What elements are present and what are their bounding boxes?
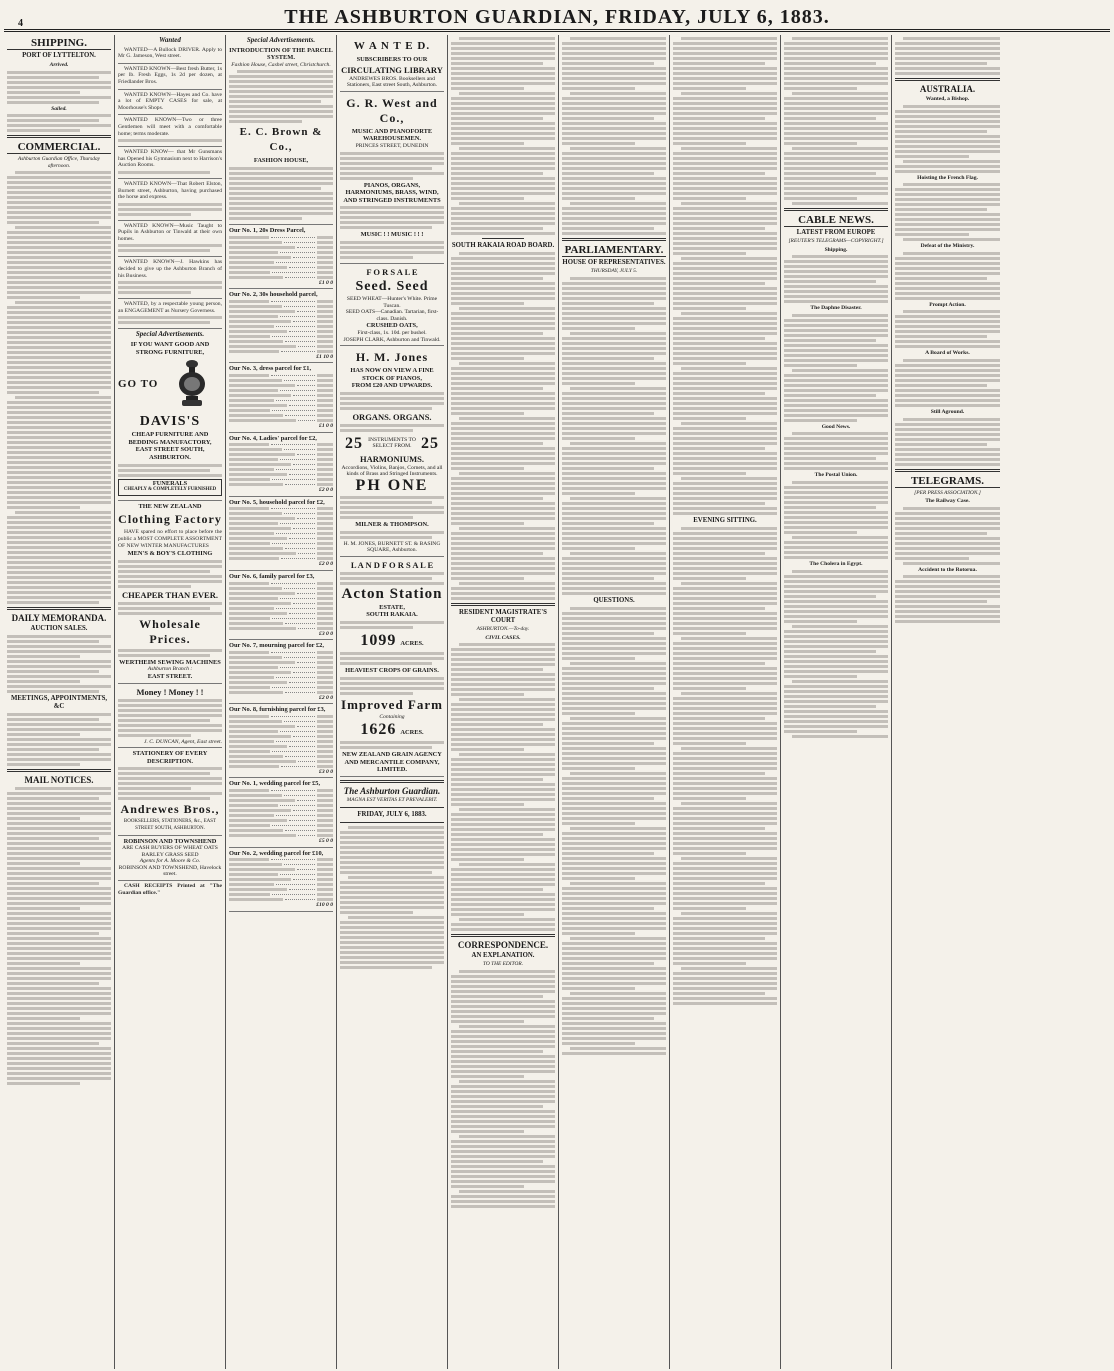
parcel-ad (229, 848, 333, 912)
good-news-heading: Good News. (821, 423, 851, 430)
col7-text-1 (673, 37, 777, 515)
wanted-ad: WANTED KNOW— that Mr Gunsmans has Opened his Gymnasium next to Harrison's Auction Rooms. (118, 147, 222, 179)
wanted-ad: WANTED KNOWN—Hayes and Co. have a lot of EMPTY CASES for sale, at Moorhouse's Shops. (118, 90, 222, 116)
andrewes-title: Andrewes Bros., (120, 802, 220, 817)
aus-text-6 (895, 418, 1000, 466)
press-heading: [PER PRESS ASSOCIATION.] (914, 489, 981, 496)
parcel-total: £3 0 0 (319, 768, 333, 775)
reuter-heading: [REUTER'S TELEGRAMS—COPYRIGHT.] (788, 238, 884, 244)
column-7 (670, 35, 781, 1369)
sailed-text (7, 114, 111, 132)
library-ad (340, 35, 444, 92)
funerals-box (118, 479, 222, 496)
funerals-title: FUNERALS (152, 479, 188, 487)
acton-title: Acton Station (341, 585, 443, 602)
cable-text-4 (784, 481, 888, 559)
french-flag-heading: Hoisting the French Flag. (917, 174, 978, 181)
guardian-date: FRIDAY, JULY 6, 1883. (357, 810, 427, 818)
jones-from: FROM £20 AND UPWARDS. (351, 382, 433, 390)
cable-text-1 (784, 255, 888, 303)
shipping-heading: SHIPPING. (7, 37, 111, 50)
sailed-heading: Sailed. (51, 105, 67, 112)
commercial-text (7, 171, 111, 604)
court-sub: ASHBURTON.—To-day. (476, 626, 530, 632)
parcel-total: £2 0 0 (319, 694, 333, 701)
cheaper-text: CHEAPER THAN EVER. (122, 589, 218, 600)
guardian-title: The Ashburton Guardian. (343, 786, 441, 796)
editor-heading: TO THE EDITOR. (482, 961, 524, 968)
meetings-text (7, 713, 111, 766)
tel-text-2 (895, 575, 1000, 623)
robinson-agents: Agents for A. Moore & Co. (139, 858, 201, 865)
col6-text-2 (562, 277, 666, 595)
court-heading: RESIDENT MAGISTRATE'S COURT (459, 609, 547, 624)
brown-name: E. C. Brown & Co., (239, 126, 323, 154)
pianos-list: PIANOS, ORGANS, HARMONIUMS, BRASS, WIND, AND STRINGED INSTRUMENTS (343, 181, 441, 204)
col5-text-1 (451, 37, 555, 235)
column-3 (226, 35, 337, 1369)
lamp-icon (172, 358, 212, 410)
parcel-ad (229, 640, 333, 704)
accident-heading: Accident to the Rotorua. (918, 566, 977, 573)
parcel-total: £1 0 0 (319, 422, 333, 429)
col6-text-1 (562, 37, 666, 235)
crushed-oats: CRUSHED OATS, (366, 322, 418, 330)
wanted-ad: WANTED KNOWN—Two or three Gentlemen will meet with a comfortable home; terms moderate. (118, 115, 222, 147)
clark-sig: JOSEPH CLARK, Ashburton and Tinwald. (343, 336, 441, 343)
parcel-ad (229, 571, 333, 640)
aus-text-5 (895, 359, 1000, 407)
parcel-title: Our No. 8, furnishing parcel for £3, (229, 706, 326, 714)
meetings-heading: MEETINGS, APPOINTMENTS, &C (10, 695, 108, 711)
cash-receipts-ad (118, 881, 222, 899)
parcel-total: £10 0 0 (316, 902, 333, 909)
wanted-ad: WANTED KNOWN—J. Hawkins has decided to give up the Ashburton Branch of his Business. (118, 257, 222, 299)
clothing-title: Clothing Factory (118, 512, 222, 527)
parcel-title: Our No. 3, dress parcel for £1, (229, 365, 312, 373)
aus-text-2 (895, 183, 1000, 241)
day-heading: THURSDAY, JULY 5. (590, 268, 638, 274)
australia-heading: AUSTRALIA. (919, 84, 976, 94)
column-1 (4, 35, 115, 1369)
jones-sub: HAS NOW ON VIEW A FINE STOCK OF PIANOS, (350, 367, 434, 382)
go-text: GO TO (118, 377, 159, 390)
davis-name: DAVIS'S (139, 414, 201, 430)
stationery-title: STATIONERY OF EVERY DESCRIPTION. (132, 750, 208, 765)
parliamentary-heading: PARLIAMENTARY. (562, 244, 666, 257)
editorial-text (340, 826, 444, 969)
estate-text: ESTATE, (379, 603, 405, 611)
mail-heading: MAIL NOTICES. (24, 775, 94, 786)
col7-text-2 (673, 527, 777, 1005)
money-ad (118, 684, 222, 749)
aus-text-1 (895, 105, 1000, 173)
wholesale-text: Wholesale Prices. (139, 616, 201, 646)
cable-text-2 (784, 314, 888, 422)
masthead (4, 4, 1110, 32)
parcel-title: Our No. 2, 30s household parcel, (229, 291, 318, 299)
tel-text-1 (895, 507, 1000, 565)
mail-text (7, 787, 111, 1085)
wanted-title: W A N T E D. (353, 40, 431, 52)
special-ads-heading-2: Special Advertisements. (246, 36, 316, 44)
latest-heading: LATEST FROM EUROPE (796, 229, 876, 236)
defeat-heading: Defeat of the Ministry. (920, 243, 975, 250)
col9-text-1 (895, 37, 1000, 75)
andrewes-sub: BOOKSELLERS, STATIONERS, &c., EAST STREET SOUTH, ASHBURTON. (123, 819, 217, 831)
parcel-total: £5 0 0 (319, 838, 333, 845)
cable-heading: CABLE NEWS. (784, 214, 888, 227)
robinson-ad (118, 836, 222, 882)
music-text: MUSIC ! ! MUSIC ! ! ! (360, 231, 424, 239)
parcel-list (229, 225, 333, 912)
oats-price: First-class, 1s. 10d. per bushel. (357, 329, 427, 336)
parcel-title: Our No. 6, family parcel for £3, (229, 572, 315, 580)
col8-text-1 (784, 37, 888, 205)
jones-ad (340, 346, 444, 557)
col5-text-4 (451, 970, 555, 1208)
evening-heading: EVENING SITTING. (693, 517, 757, 524)
land-sale-ad (340, 557, 444, 777)
containing-text: Containing (379, 713, 405, 720)
parcel-title: Our No. 1, wedding parcel for £5, (229, 780, 321, 788)
robinson-title: ROBINSON AND TOWNSHEND (123, 837, 217, 845)
gr-west-sub: MUSIC AND PIANOFORTE WAREHOUSEMEN. (351, 127, 433, 143)
duncan-sig: J. C. DUNCAN, Agent, East street. (144, 738, 222, 745)
davis-addr: EAST STREET SOUTH, ASHBURTON. (135, 446, 205, 461)
guardian-motto: MAGNA EST VERITAS ET PREVALEBIT. (346, 797, 438, 803)
harmoniums-title: HARMONIUMS. (360, 453, 424, 464)
railway-heading: The Railway Case. (925, 498, 970, 505)
parcel-intro-title: INTRODUCTION OF THE PARCEL SYSTEM. (229, 46, 333, 62)
telegrams-heading: TELEGRAMS. (895, 475, 1000, 488)
commercial-heading: COMMERCIAL. (7, 141, 111, 154)
col5-text-3 (451, 643, 555, 931)
heaviest-crops: HEAVIEST CROPS OF GRAINS. (345, 667, 439, 675)
auction-text (7, 635, 111, 693)
seed-title: Seed. Seed (355, 278, 429, 294)
wertheim-text: WERTHEIM SEWING MACHINES (119, 658, 221, 666)
board-works-heading: A Board of Works. (925, 350, 970, 357)
parcel-ad (229, 433, 333, 497)
parcel-ad (229, 704, 333, 778)
instrument-count-2: 25 (421, 434, 439, 452)
cash-receipts: CASH RECEIPTS Printed at "The Guardian office." (118, 883, 222, 896)
parcel-total: £2 0 0 (319, 487, 333, 494)
improved-farm: Improved Farm (341, 696, 443, 712)
wanted-heading: Wanted (159, 36, 181, 44)
cholera-heading: The Cholera in Egypt. (809, 560, 863, 567)
bishop-heading: Wanted, a Bishop. (925, 96, 970, 102)
organs-title: ORGANS. ORGANS. (352, 411, 432, 422)
east-street-text: EAST STREET. (147, 672, 193, 680)
fashion-house-addr: Fashion House, Cashel street, Christchurch. (231, 61, 331, 68)
prompt-heading: Prompt Action. (929, 301, 966, 308)
arrived-heading: Arrived. (49, 62, 69, 68)
wanted-ad: WANTED KNOWN—Music Taught to Pupils in Ashburton or Tinwald at their own homes. (118, 221, 222, 258)
newspaper-title: THE ASHBURTON GUARDIAN, FRIDAY, JULY 6, 1883. (284, 6, 830, 28)
davis-sub: CHEAP FURNITURE AND BEDDING MANUFACTORY, (128, 431, 212, 446)
mens-clothing: MEN'S & BOY'S CLOTHING (127, 550, 213, 558)
special-ads-heading: Special Advertisements. (135, 330, 205, 339)
subscribers-text: SUBSCRIBERS TO OUR (356, 56, 428, 63)
explanation-heading: AN EXPLANATION. (471, 952, 535, 960)
piano-letters: PH ONE (355, 477, 429, 495)
rakaia-heading: SOUTH RAKAIA ROAD BOARD. (451, 242, 555, 249)
parcel-total: £1 10 0 (316, 353, 333, 360)
aus-text-3 (895, 252, 1000, 300)
port-heading: PORT OF LYTTELTON. (22, 52, 96, 59)
funerals-sub: CHEAPLY & COMPLETELY FURNISHED (123, 487, 217, 493)
column-2 (115, 35, 226, 1369)
house-heading: HOUSE OF REPRESENTATIVES. (562, 259, 666, 266)
gr-west-addr: PRINCES STREET, DUNEDIN (355, 142, 429, 149)
seed-ad (340, 264, 444, 346)
parcel-ad (229, 363, 333, 432)
parcel-total: £3 0 0 (319, 630, 333, 637)
postal-heading: The Postal Union. (814, 472, 858, 479)
jones-title: H. M. Jones (355, 350, 429, 365)
wanted-list (118, 45, 222, 330)
cable-text-5 (784, 570, 888, 738)
branch-text: Ashburton Branch : (147, 666, 193, 673)
column-6 (559, 35, 670, 1369)
library-sub: ANDREWES BROS. Booksellers and Stationers, East street South, Ashburton. (346, 75, 438, 89)
robinson-sub: ARE CASH BUYERS OF WHEAT OATS BARLEY GRASS SEED (122, 845, 218, 858)
wanted-ad: WANTED KNOWN—That Robert Elston, Burnett street, Ashburton, having purchased the horse and express. (118, 179, 222, 221)
columns (4, 35, 1110, 1369)
seed-oats: SEED OATS—Canadian. Tartarian, first-class. Danish. (345, 309, 439, 322)
daily-memo-heading: DAILY MEMORANDA. (11, 613, 107, 624)
clothing-body: HAVE spared no effort to place before the public a MOST COMPLETE ASSORTMENT OF NEW WINTER MANUFACTURES (118, 529, 222, 549)
commercial-sub: Ashburton Guardian Office, Thursday afternoon. (17, 156, 101, 169)
acres-unit-2: ACRES. (400, 729, 424, 737)
parcel-ad (229, 778, 333, 847)
parcel-ad (229, 225, 333, 289)
aus-text-4 (895, 310, 1000, 348)
wanted-ad: WANTED, by a respectable young person, an ENGAGEMENT as Nursery Governess. (118, 299, 222, 329)
for-sale-title: F O R S A L E (366, 266, 418, 277)
instrument-sub: INSTRUMENTS TO SELECT FROM. (368, 436, 416, 450)
instrument-count: 25 (345, 434, 363, 452)
parcel-intro (229, 45, 333, 225)
acres-count-1: 1099 (360, 632, 397, 650)
parcel-title: Our No. 2, wedding parcel for £10, (229, 849, 324, 857)
dauphine-heading: The Daphne Disaster. (810, 305, 862, 312)
parcel-title: Our No. 1, 20s Dress Parcel, (229, 226, 306, 234)
davis-top: IF YOU WANT GOOD AND STRONG FURNITURE, (130, 341, 210, 356)
parcel-title: Our No. 7, mourning parcel for £2, (229, 642, 324, 650)
col6-text-3 (562, 607, 666, 1055)
jones-sig: H. M. JONES, BURNETT ST. & BASING SQUARE, Ashburton. (343, 540, 441, 554)
parcel-total: £1 0 0 (319, 279, 333, 286)
acres-count-2: 1626 (360, 721, 397, 739)
questions-heading: QUESTIONS. (593, 596, 635, 604)
parcel-title: Our No. 4, Ladies' parcel for £2, (229, 434, 317, 442)
civil-heading: CIVIL CASES. (485, 634, 521, 641)
gr-west-title: G. R. West and Co., (346, 95, 438, 125)
wanted-ad: WANTED KNOWN—Best fresh Butter, 1s per lb. Fresh Eggs, 1s 2d per dozen, at Friedlander Bros. (118, 64, 222, 90)
fashion-house-title: FASHION HOUSE, (253, 157, 309, 165)
south-rakaia-text: SOUTH RAKAIA. (366, 611, 418, 619)
column-5 (448, 35, 559, 1369)
shipping-sub: Shipping. (824, 246, 848, 253)
land-sale-title: L A N D F O R S A L E (350, 559, 434, 570)
parcel-ad (229, 497, 333, 571)
column-9 (892, 35, 1003, 1369)
nz-text: THE NEW ZEALAND (138, 502, 202, 510)
agency-text: NEW ZEALAND GRAIN AGENCY AND MERCANTILE COMPANY, LIMITED. (342, 751, 442, 774)
parcel-title: Our No. 5, household parcel for £2, (229, 498, 325, 506)
gr-west-ad (340, 92, 444, 264)
milner-text: MILNER & THOMPSON. (355, 521, 429, 529)
library-title: CIRCULATING LIBRARY (341, 64, 443, 75)
arrived-text (7, 71, 111, 104)
robinson-sig: ROBINSON AND TOWNSHEND, Havelock street. (118, 864, 222, 878)
acres-unit-1: ACRES. (400, 640, 424, 648)
davis-ad (118, 339, 222, 501)
page-number: 4 (18, 18, 23, 29)
seed-wheat: SEED WHEAT—Hunter's White. Prime Tuscan. (346, 295, 438, 309)
column-4 (337, 35, 448, 1369)
correspondence-heading: CORRESPONDENCE. (457, 940, 549, 951)
accordions-text: Accordions, Violins, Banjos, Cornets, and all kinds of Brass and Stringed Instruments. (341, 464, 443, 478)
clothing-ad (118, 501, 222, 684)
column-8 (781, 35, 892, 1369)
wanted-ad: WANTED—A Bullock DRIVER. Apply to Mr G. Jameson, West street. (118, 45, 222, 64)
cable-text-3 (784, 432, 888, 470)
col5-text-2 (451, 252, 555, 600)
still-aground-heading: Still Aground. (930, 408, 965, 415)
parcel-total: £2 0 0 (319, 561, 333, 568)
parcel-ad (229, 289, 333, 363)
money-title: Money ! Money ! ! (136, 686, 204, 697)
auction-heading: AUCTION SALES. (30, 625, 88, 633)
stationery-ad (118, 748, 222, 835)
